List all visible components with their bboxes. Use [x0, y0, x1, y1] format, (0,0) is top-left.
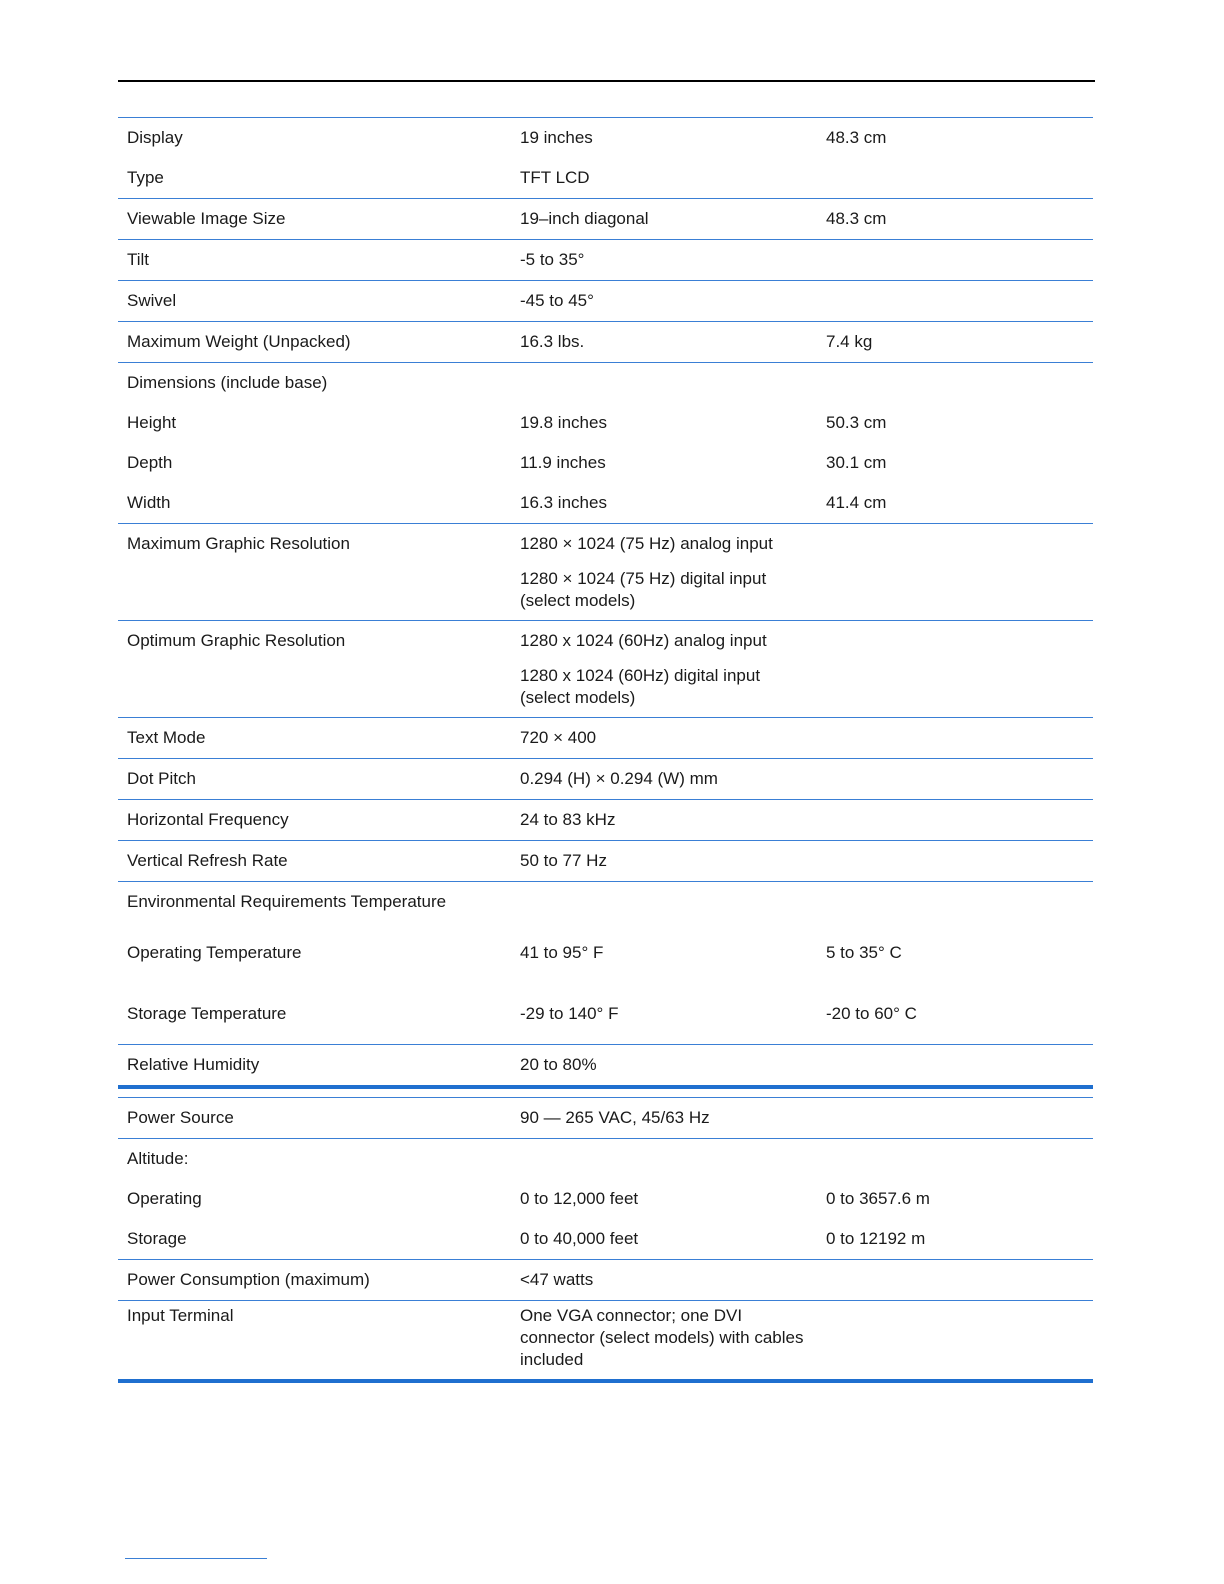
- spec-line: [118, 718, 1093, 758]
- spec-value-imperial: 20 to 80%: [520, 1055, 597, 1074]
- spec-label: Input Terminal: [127, 1306, 234, 1325]
- spec-value-imperial: <47 watts: [520, 1270, 594, 1289]
- spec-value-imperial: One VGA connector; one DVI connector (select models) with cables included: [520, 1306, 804, 1369]
- spec-row: [118, 281, 1093, 322]
- spec-row: [118, 759, 1093, 800]
- spec-label: Maximum Weight (Unpacked): [127, 332, 351, 351]
- spec-value-imperial: 1280 x 1024 (60Hz) analog input: [520, 631, 767, 650]
- spec-label: Dimensions (include base): [127, 373, 328, 392]
- spec-label: Horizontal Frequency: [127, 810, 289, 829]
- spec-label: Height: [127, 413, 177, 432]
- spec-value-imperial: 0 to 40,000 feet: [520, 1229, 639, 1248]
- spec-label: Operating: [127, 1189, 202, 1208]
- spec-value-imperial: 0.294 (H) × 0.294 (W) mm: [520, 769, 718, 788]
- spec-line: [118, 1301, 1093, 1379]
- spec-line: [118, 800, 1093, 840]
- spec-row: [118, 322, 1093, 363]
- spec-line: [118, 759, 1093, 799]
- spec-line: [118, 1045, 1093, 1085]
- spec-value-imperial: 0 to 12,000 feet: [520, 1189, 639, 1208]
- spec-label: Power Source: [127, 1108, 234, 1127]
- spec-label: Maximum Graphic Resolution: [127, 534, 350, 553]
- spec-value-imperial: 16.3 lbs.: [520, 332, 585, 351]
- spec-value-imperial: 41 to 95° F: [520, 942, 604, 962]
- spec-label: Type: [127, 168, 164, 187]
- spec-line: [118, 564, 1093, 620]
- spec-label: Storage Temperature: [127, 1003, 287, 1023]
- spec-value-imperial: 90 — 265 VAC, 45/63 Hz: [520, 1108, 710, 1127]
- spec-value-metric: 30.1 cm: [826, 453, 887, 472]
- spec-label: Text Mode: [127, 728, 206, 747]
- spec-line: [118, 882, 1093, 922]
- spec-value-imperial: 19.8 inches: [520, 413, 607, 432]
- spec-label: Relative Humidity: [127, 1055, 260, 1074]
- spec-row: [118, 621, 1093, 718]
- spec-value-imperial: -29 to 140° F: [520, 1003, 619, 1023]
- spec-label: Depth: [127, 453, 173, 472]
- spec-row: [118, 1301, 1093, 1383]
- spec-value-metric: 50.3 cm: [826, 413, 887, 432]
- spec-value-imperial: 1280 x 1024 (60Hz) digital input (select models): [520, 666, 761, 707]
- spec-value-metric: 41.4 cm: [826, 493, 887, 512]
- spec-label: Vertical Refresh Rate: [127, 851, 288, 870]
- spec-value-imperial: 19–inch diagonal: [520, 209, 649, 228]
- spec-row: [118, 1260, 1093, 1301]
- spec-row: [118, 800, 1093, 841]
- spec-row: [118, 199, 1093, 240]
- spec-label: Viewable Image Size: [127, 209, 286, 228]
- spec-row: [118, 118, 1093, 199]
- spec-line: [118, 240, 1093, 280]
- spec-line: [118, 841, 1093, 881]
- spec-value-imperial: 16.3 inches: [520, 493, 607, 512]
- spec-value-metric: 0 to 12192 m: [826, 1229, 926, 1248]
- spec-label: Storage: [127, 1229, 187, 1248]
- spec-label: Swivel: [127, 291, 177, 310]
- spec-row: [118, 524, 1093, 621]
- spec-line: [118, 483, 1093, 523]
- spec-line: [118, 1139, 1093, 1179]
- spec-label: Width: [127, 493, 171, 512]
- spec-label: Environmental Requirements Temperature: [127, 892, 447, 911]
- spec-value-imperial: 11.9 inches: [520, 453, 606, 472]
- spec-row: [118, 1098, 1093, 1139]
- specifications-table: [118, 117, 1093, 1089]
- footnote-rule: [125, 1558, 267, 1559]
- spec-line: [118, 1098, 1093, 1138]
- spec-line: [118, 199, 1093, 239]
- spec-label: Power Consumption (maximum): [127, 1270, 370, 1289]
- spec-row: [118, 363, 1093, 524]
- spec-line: [118, 322, 1093, 362]
- spec-label: Operating Temperature: [127, 942, 302, 962]
- spec-value-imperial: 1280 × 1024 (75 Hz) digital input (select models): [520, 569, 767, 610]
- spec-line: [118, 443, 1093, 483]
- spec-value-metric: 48.3 cm: [826, 209, 887, 228]
- power-specifications-table: [118, 1097, 1093, 1383]
- spec-row: [118, 718, 1093, 759]
- spec-line: [118, 1179, 1093, 1219]
- spec-value-metric: 0 to 3657.6 m: [826, 1189, 930, 1208]
- spec-line: [118, 661, 1093, 717]
- spec-label: Dot Pitch: [127, 769, 196, 788]
- spec-line: [118, 1260, 1093, 1300]
- spec-line: [118, 922, 1093, 983]
- spec-line: [118, 403, 1093, 443]
- spec-row: [118, 240, 1093, 281]
- spec-label: Tilt: [127, 250, 150, 269]
- spec-value-imperial: 19 inches: [520, 128, 593, 147]
- spec-row: [118, 841, 1093, 882]
- spec-value-imperial: -45 to 45°: [520, 291, 594, 310]
- spec-line: [118, 281, 1093, 321]
- spec-value-imperial: 720 × 400: [520, 728, 597, 747]
- spec-value-metric: 48.3 cm: [826, 128, 887, 147]
- spec-row: [118, 1139, 1093, 1260]
- spec-value-metric: 5 to 35° C: [826, 942, 902, 962]
- spec-line: [118, 983, 1093, 1044]
- spec-row: [118, 882, 1093, 1045]
- spec-value-metric: 7.4 kg: [826, 332, 873, 351]
- spec-label: Display: [127, 128, 183, 147]
- spec-line: [118, 524, 1093, 564]
- spec-value-imperial: 50 to 77 Hz: [520, 851, 607, 870]
- spec-value-imperial: TFT LCD: [520, 168, 590, 187]
- spec-label: Altitude:: [127, 1149, 189, 1168]
- spec-label: Optimum Graphic Resolution: [127, 631, 346, 650]
- spec-value-imperial: 1280 × 1024 (75 Hz) analog input: [520, 534, 773, 553]
- spec-line: [118, 621, 1093, 661]
- spec-line: [118, 363, 1093, 403]
- spec-row: [118, 1045, 1093, 1089]
- header-rule: [118, 80, 1095, 82]
- spec-value-metric: -20 to 60° C: [826, 1003, 917, 1023]
- spec-line: [118, 1219, 1093, 1259]
- spec-line: [118, 118, 1093, 158]
- spec-value-imperial: -5 to 35°: [520, 250, 585, 269]
- spec-value-imperial: 24 to 83 kHz: [520, 810, 616, 829]
- spec-line: [118, 158, 1093, 198]
